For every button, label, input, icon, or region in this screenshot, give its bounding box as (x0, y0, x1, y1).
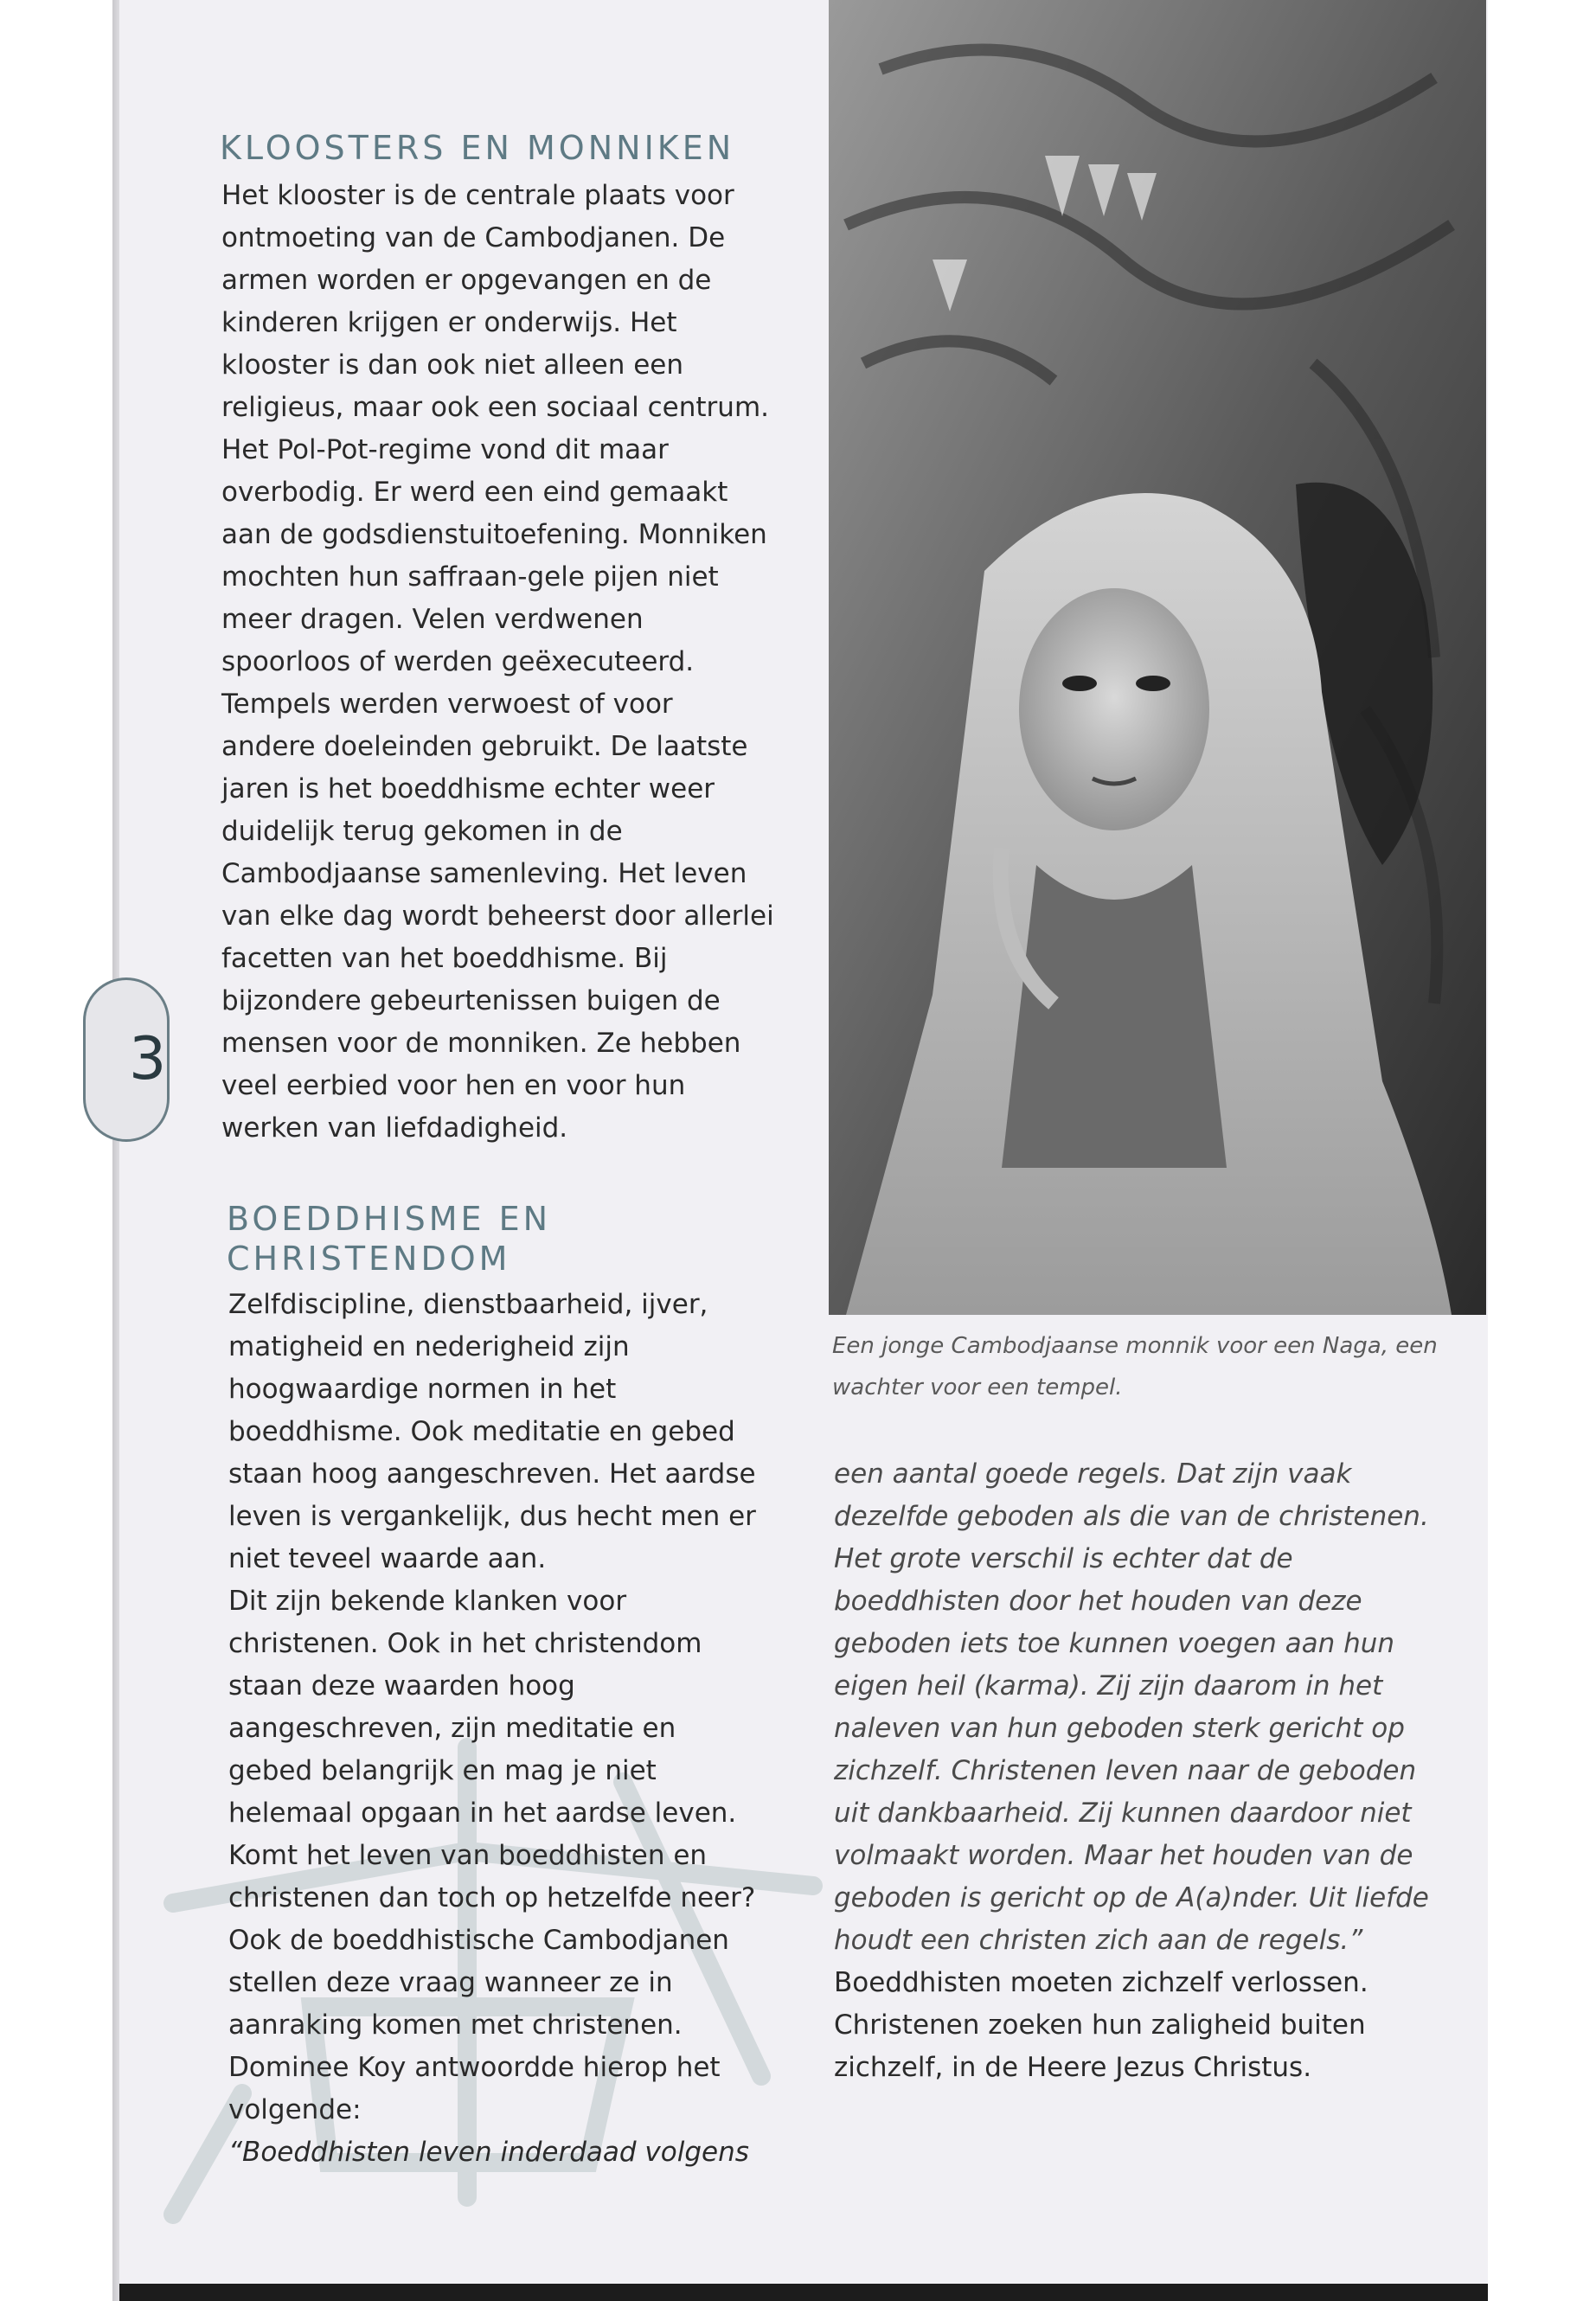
right-column-body (834, 1453, 1439, 2089)
heading-boeddhisme-line2: CHRISTENDOM (227, 1240, 511, 1278)
closing-paragraph: Boeddhisten moeten zichzelf verlossen. Christenen zoeken hun zaligheid buiten zichzelf, in de Heere Jezus Christus. (834, 1967, 1368, 2083)
paragraph-2: Dit zijn bekende klanken voor christenen. Ook in het christendom staan deze waarden hoog aangeschreven, zijn meditatie en gebed belangrijk en mag je niet helemaal opgaan in het aardse leven. Komt het leven van boeddhisten en christenen dan toch op hetzelfde neer? (228, 1586, 756, 1913)
heading-boeddhisme-line1: BOEDDHISME EN (227, 1200, 552, 1238)
quote-continued: een aantal goede regels. Dat zijn vaak dezelfde geboden als die van de christenen. Het grote verschil is echter dat de boeddhisten door het houden van deze geboden iets toe kunnen voegen aan hun eigen heil (karma). Zij zijn daarom in het naleven van hun geboden sterk gericht op zichzelf. Christenen leven naar de geboden uit dankbaarheid. Zij kunnen daardoor niet volmaakt worden. Maar het houden van de geboden is gericht op de A(a)nder. Uit liefde houdt een christen zich aan de regels.” (834, 1458, 1429, 1956)
paragraph-3: Ook de boeddhistische Cambodjanen stellen deze vraag wanneer ze in aanraking komen met christenen. (228, 1925, 729, 2041)
monk-photo (829, 0, 1486, 1315)
page-tab-number: 3 (129, 1025, 167, 1093)
photo-caption: Een jonge Cambodjaanse monnik voor een Naga, een wachter voor een tempel. (832, 1333, 1438, 1400)
monk-naga-image (829, 0, 1486, 1315)
boeddhisme-body (228, 1284, 765, 2174)
kloosters-body (221, 175, 775, 1150)
page-bottom-edge (119, 2284, 1488, 2301)
quote-start: “Boeddhisten leven inderdaad volgens (228, 2137, 749, 2168)
paragraph-4: Dominee Koy antwoordde hierop het volgende: (228, 2052, 721, 2125)
kloosters-paragraph: Het klooster is de centrale plaats voor ontmoeting van de Cambodjanen. De armen worden er opgevangen en de kinderen krijgen er onderwijs. Het klooster is dan ook niet alleen een religieus, maar ook een sociaal centrum. Het Pol-Pot-regime vond dit maar overbodig. Er werd een eind gemaakt aan de godsdienstuitoefening. Monniken mochten hun saffraan-gele pijen niet meer dragen. Velen verdwenen spoorloos of werden geëxecuteerd. Tempels werden verwoest of voor andere doeleinden gebruikt. De laatste jaren is het boeddhisme echter weer duidelijk terug gekomen in de Cambodjaanse samenleving. Het leven van elke dag wordt beheerst door allerlei facetten van het boeddhisme. Bij bijzondere gebeurtenissen buigen de mensen voor de monniken. Ze hebben veel eerbied voor hen en voor hun werken van liefdadigheid. (221, 180, 774, 1144)
page-tab (83, 977, 170, 1142)
heading-kloosters: KLOOSTERS EN MONNIKEN (220, 129, 735, 167)
paragraph-1: Zelfdiscipline, dienstbaarheid, ijver, matigheid en nederigheid zijn hoogwaardige normen in het boeddhisme. Ook meditatie en gebed staan hoog aangeschreven. Het aardse leven is vergankelijk, dus hecht men er niet teveel waarde aan. (228, 1289, 756, 1574)
